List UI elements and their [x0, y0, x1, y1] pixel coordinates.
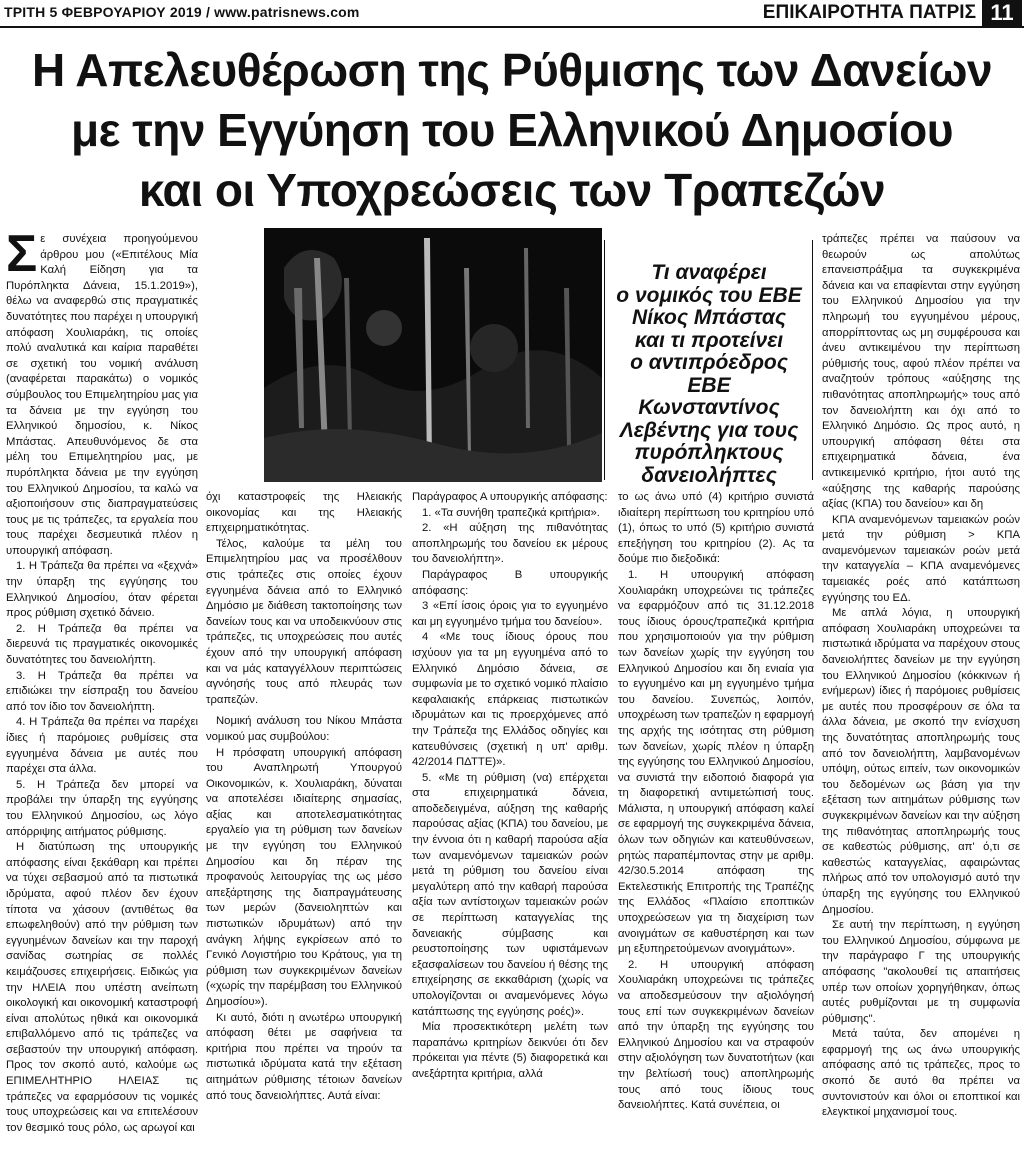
article-photo — [264, 228, 602, 482]
paragraph: όχι καταστροφείς της Ηλειακής οικονομίας και της Ηλειακής επιχειρηματικότητας. — [206, 491, 402, 535]
column-3 — [412, 490, 608, 1158]
paragraph: τράπεζες πρέπει να παύσουν να θεωρούν ως απολύτως επανεισπράξιμα τα συγκεκριμένα δάνεια και να επαφίενται στην εγγύηση του Ελληνικού Δημοσίου για την πληρωμή του εγγυημένου μέρους, απορρίπτοντας ως μη συμφέρουσα και άνευ αντικειμένου την περίπτωση ρύθμισής τους, αφού πλέον πρέπει να αναζητούν τρόπους «αύξησης της πιθανότητας αποπληρωμής» τους από τον δανειολήπτη και όχι από το Ελληνικό Δημόσιο. Ως προς αυτό, η υπουργική απόφαση θέτει στα επιχειρηματικά δάνεια, ένα αντικειμενικό κριτήριο, ήτοι αυτό της «αύξησης της καθαρής παρούσης αξίας (ΚΠΑ) του δανείου» και δη — [822, 233, 1020, 511]
paragraph: 1. Η υπουργική απόφαση Χουλιαράκη υποχρεώνει τις τράπεζες να εφαρμόζουν από τις 31.12.2018 τους ίδιους όρους/τραπεζικά κριτήρια που χρησιμοποιούν για την ρύθμιση των δανείων χωρίς την εγγύηση του Ελληνικού Δημοσίου και δη ενιαία για το εγγυημένο και μη εγγυημένο τμήμα του δανείου. Συνεπώς, λοιπόν, υποχρέωση των τραπεζών η εφαρμογή της αρχής της ισότητας στη ρύθμιση των δανείων, χωρίς πλέον η ύπαρξη της εγγύησης του Ελληνικού Δημοσίου, να συνιστά την ειδοποιό διαφορά για τη διαφορετική αντιμετώπισή τους. Μάλιστα, η υπουργική απόφαση καλεί σε εφαρμογή της συγκεκριμένα δάνεια, όλων των οδηγιών και κατευθύνσεων, ρητώς παραπέμποντας στην με αριθμ. 42/30.5.2014 απόφαση της Εκτελεστικής Επιτροπής της Τραπέζης της Ελλάδος «Πλαίσιο εποπτικών υποχρεώσεων για τη διαχείριση των ανοιγμάτων σε καθυστέρηση και των μη εξυπηρετούμενων ανοιγμάτων». — [618, 568, 814, 956]
quote-line: Κωνσταντίνος — [638, 396, 780, 419]
paragraph: 4. Η Τράπεζα θα πρέπει να παρέχει ίδιες ή παρόμοιες ρυθμίσεις στα εγγυημένα δάνεια με αυτές που παρέχει στα άλλα. — [6, 716, 198, 776]
page-number: 11 — [982, 0, 1022, 26]
paragraph: 4 «Με τους ίδιους όρους που ισχύουν για τα μη εγγυημένα από το Ελληνικό Δημόσιο δάνεια, σε συμφωνία με το σχετικό νομικό πλαίσιο κεφαλαιακής επάρκειας πιστωτικών ιδρυμάτων και τις προερχόμενες από την Τράπεζα της Ελλάδος οδηγίες και κατευθύνσεις (σχετική η υπ' αριθμ. 42/2014 ΠΔΤΤΕ)». — [412, 631, 608, 769]
quote-line: ο αντιπρόεδρος ΕΒΕ — [630, 351, 788, 397]
header-date-site: ΤΡΙΤΗ 5 ΦΕΒΡΟΥΑΡΙΟΥ 2019 / www.patrisnews.com — [4, 4, 360, 20]
title-line-3: και οι Υποχρεώσεις των Τραπεζών — [138, 164, 886, 216]
paragraph: 2. Η Τράπεζα θα πρέπει να διερευνά τις πραγματικές οικονομικές δυνατότητες του δανειολήπτη. — [6, 622, 198, 667]
quote-line: Τι αναφέρει — [651, 261, 767, 284]
paragraph: 5. Η Τράπεζα δεν μπορεί να προβάλει την ύπαρξη της εγγύησης του Ελληνικού Δημοσίου, ως λόγο απόρριψης αιτήματος ρύθμισης. — [6, 778, 198, 838]
paragraph: Η διατύπωση της υπουργικής απόφασης είναι ξεκάθαρη και πρέπει να τύχει σεβασμού από τα πιστωτικά ιδρύματα, αφού πλέον δεν έχουν τίποτα να χάσουν (αντιθέτως θα επωφεληθούν) από την ρύθμιση των εγγυημένων δανείων και την παροχή σανίδας σωτηρίας σε πολλές κειμάζουσες επιχειρήσεις. Ειδικώς για την ΗΛΕΙΑ που υπέστη ανείπωτη οικολογική και οικονομική καταστροφή είναι απολύτως ηθικά και οικονομικά επιβαλλόμενο από τις τράπεζες να σεβαστούν την υπουργική απόφαση. Προς τον σκοπό αυτό, καλούμε ως ΕΠΙΜΕΛΗΤΗΡΙΟ ΗΛΕΙΑΣ τις τράπεζες να εφαρμόσουν τις νομικές τους υποχρεώσεις και να επιτελέσουν τον θεσμικό τους ρόλο, ως αρωγοί και — [6, 841, 198, 1134]
article-title — [0, 40, 1024, 220]
paragraph: ΚΠΑ αναμενόμενων ταμειακών ροών μετά την ρύθμιση > ΚΠΑ αναμενόμενων ταμειακών ροών μετά την καταγγελία – ΚΠΑ αναμενόμενες ταμειακές ροές από κατάπτωση εγγύησης του ΕΔ. — [822, 513, 1020, 604]
paragraph: Τέλος, καλούμε τα μέλη του Επιμελητηρίου μας να προσέλθουν στις τράπεζες στις οποίες έχουν εγγυημένα δάνεια από το Ελληνικό Δημόσιο με διάθεση τακτοποίησης των δανείων τους και να υποδεικνύουν στις τράπεζες, τις υποχρεώσεις που αυτές έχουν από την υπουργική απόφαση και να μάς καταγγέλλουν περιπτώσεις αγνόησής τους από πλευράς των τραπεζών. — [206, 537, 402, 706]
paragraph: Η πρόσφατη υπουργική απόφαση του Αναπληρωτή Υπουργού Οικονομικών, κ. Χουλιαράκη, δύναται να αποτελέσει ιδιαίτερης σημασίας, αξίας και αποτελεσματικότητας εργαλείο για τη ρύθμιση των δανείων με την εγγύηση του Ελληνικού Δημοσίου και δη πέραν της προφανούς λειτουργίας της ως μέσο απεξάρτησης της διαπραγμάτευσης των μερών (δανειοληπτών και πιστωτικών ιδρυμάτων) από την ανάγκη λήψης εγκρίσεων από το Γενικό Λογιστήριο του Κράτους, για τη ρύθμιση των συγκεκριμένων δανείων («χωρίς την παρέμβαση του Ελληνικού Δημοσίου»). — [206, 746, 402, 1008]
column-5 — [822, 232, 1020, 1158]
drop-cap: Σ — [6, 232, 38, 283]
lead-text: ε συνέχεια προηγούμενου άρθρου μου («Επιτέλους Μία Καλή Είδηση για τα Πυρόπληκτα Δάνεια, 15.1.2019»), θέλω να αναφερθώ στις πραγματικές δυνατότητες που παρέχει η υπουργική απόφαση Χουλιαράκη, τις οποίες πολύ αναλυτικά και καίρια παραθέτει σε σχετική του νομική ανάλυση (αναφέρεται παρακάτω) ο νομικός σύμβουλος του Επιμελητηρίου μας για τα δάνεια με την εγγύηση του Ελληνικού δημοσίου, κ. Νίκος Μπάστας. Απευθυνόμενος δε στα μέλη του Επιμελητηρίου μας, με πυρόπληκτα δάνεια με την εγγύηση του Ελληνικού Δημοσίου, τα καλώ να αξιοποιήσουν στις διαπραγματεύσεις τους με τις τράπεζες, τα εργαλεία που τους παρέχει δεσμευτικά πλέον η υπουργική απόφαση. — [6, 233, 198, 557]
quote-line: δανειολήπτες — [641, 463, 777, 487]
paragraph: 5. «Με τη ρύθμιση (να) επέρχεται στα επιχειρηματικά δάνεια, αποδεδειγμένα, αύξηση της καθαρής παρούσας αξίας (ΚΠΑ) του δανείου, με την έννοια ότι η καθαρή παρούσα αξία των αναμενόμενων ταμειακών ροών μετά τη ρύθμιση του δανείου είναι μεγαλύτερη από την καθαρή παρούσα αξία των αντίστοιχων ταμειακών ροών σε περίπτωση καταγγελίας της δανειακής σύμβασης και ρευστοποίησης των υφιστάμενων εξασφαλίσεων του δανείου ή θέσης της επιχείρησης σε εκκαθάριση (χωρίς να υπολογίζονται οι αναμενόμενες λόγω κατάπτωσης της εγγύησης ροές)». — [412, 771, 608, 1018]
title-line-1: Η Απελευθέρωση της Ρύθμισης των Δανείων — [31, 44, 993, 96]
paragraph: Σε αυτή την περίπτωση, η εγγύηση του Ελληνικού Δημοσίου, σύμφωνα με την παράγραφο Γ της υπουργικής απόφασης "ακολουθεί τις απαιτήσεις υπέρ των οποίων χορηγήθηκαν, όπως αυτές ρυθμίζονται με τη συμφωνία ρύθμισης". — [822, 919, 1020, 1025]
column-2 — [206, 490, 402, 1158]
lead-paragraph — [6, 232, 198, 559]
paragraph: Παράγραφος Β υπουργικής απόφασης: — [412, 568, 608, 597]
paragraph: 2. «Η αύξηση της πιθανότητας αποπληρωμής του δανείου εκ μέρους του δανειολήπτη». — [412, 522, 608, 566]
paragraph: Παράγραφος Α υπουργικής απόφασης: — [412, 491, 608, 503]
paragraph: Με απλά λόγια, η υπουργική απόφαση Χουλιαράκη υποχρεώνει τα πιστωτικά ιδρύματα να παρέχουν στους δανειολήπτες δανείων με την εγγύηση του Ελληνικού Δημοσίου (κόκκινων ή ενήμερων) ίδιες ή παρόμοιες ρυθμίσεις με αυτές που προσφέρουν σε όλα τα άλλα δάνεια, με σκοπό την ενίσχυση της δυνατότητας αποπληρωμής τους από τον δανειολήπτη, λαμβανομένων υπόψη, ούτως ειπείν, των οικονομικών του δεδομένων ως βάση για την εξέταση των αιτημάτων ρύθμισης των συγκεκριμένων δανείων και την αύξηση της πιθανότητας αποπληρωμής τους σε καθεστώς ρύθμισης, απ' ό,τι σε καθεστώς καταγγελίας, αφαιρώντας πλήρως από τον υπολογισμό αυτό την ύπαρξη της εγγύησης του Ελληνικού Δημοσίου. — [822, 607, 1020, 916]
paragraph: 3. Η Τράπεζα θα πρέπει να επιδιώκει την είσπραξη του δανείου από τον ίδιο τον δανειολήπτη. — [6, 669, 198, 713]
quote-line: πυρόπληκτους — [634, 441, 784, 464]
paragraph: Μία προσεκτικότερη μελέτη των παραπάνω κριτηρίων δεικνύει ότι δεν πρόκειται για πέντε (5) διαφορετικά και ανεξάρτητα κριτήρια, αλλά — [412, 1021, 608, 1080]
paragraph: Μετά ταύτα, δεν απομένει η εφαρμογή της ως άνω υπουργικής απόφασης από τις τράπεζες, προς το σκοπό δε αυτό θα πρέπει να συντονιστούν και όλοι οι εποπτικοί και ελεγκτικοί μηχανισμοί τους. — [822, 1028, 1020, 1119]
paragraph: 1. Η Τράπεζα θα πρέπει να «ξεχνά» την ύπαρξη της εγγύησης του Ελληνικού Δημοσίου, όταν φέρεται προς ρύθμιση σχετικό δάνειο. — [6, 560, 198, 620]
pull-quote — [606, 262, 812, 487]
quote-line: Λεβέντης για τους — [619, 418, 799, 442]
column-1 — [6, 232, 198, 1158]
paragraph: 2. Η υπουργική απόφαση Χουλιαράκη υποχρεώνει τις τράπεζες να αποδεσμεύσουν την αξιολόγησή τους επί των συγκεκριμένων δανείων από την ύπαρξη της εγγύησης του Ελληνικού Δημοσίου και να στραφούν στην αξιολόγηση των δυνατοτήτων (και την βελτίωσή τους) αποπληρωμής τους από τους ίδιους τους δανειολήπτες. Κατά συνέπεια, οι — [618, 958, 814, 1112]
quote-line: και τι προτείνει — [634, 328, 784, 352]
quote-line: ο νομικός του ΕΒΕ — [616, 283, 802, 307]
column-divider — [812, 240, 813, 480]
paragraph: το ως άνω υπό (4) κριτήριο συνιστά ιδιαίτερη περίπτωση του κριτηρίου υπό (1), όπως το υπό (5) κριτήριο συνιστά επεξήγηση του κριτηρίου (2). Ας τα δούμε πιο διεξοδικά: — [618, 491, 814, 566]
legal-analysis-heading: Νομική ανάλυση του Νίκου Μπάστα νομικού μας συμβούλου: — [206, 715, 402, 743]
photo-burned-forest — [264, 228, 602, 482]
column-4 — [618, 490, 814, 1158]
column-divider — [604, 240, 605, 480]
header-section: ΕΠΙΚΑΙΡΟΤΗΤΑ ΠΑΤΡΙΣ — [762, 2, 976, 23]
paragraph: Κι αυτό, διότι η ανωτέρω υπουργική απόφαση θέτει με σαφήνεια τα κριτήρια που πρέπει να τηρούν τα πιστωτικά ιδρύματα κατά την εξέταση αιτημάτων ρύθμισης τέτοιων δανείων από τους δανειολήπτες. Αυτά είναι: — [206, 1011, 402, 1102]
paragraph: 3 «Επί ίσοις όροις για το εγγυημένο και μη εγγυημένο τμήμα του δανείου». — [412, 600, 608, 628]
title-line-2: με την Εγγύηση του Ελληνικού Δημοσίου — [70, 104, 954, 156]
quote-line: Νίκος Μπάστας — [631, 306, 787, 329]
paragraph: 1. «Τα συνήθη τραπεζικά κριτήρια». — [422, 506, 600, 519]
page-header — [0, 0, 1024, 28]
